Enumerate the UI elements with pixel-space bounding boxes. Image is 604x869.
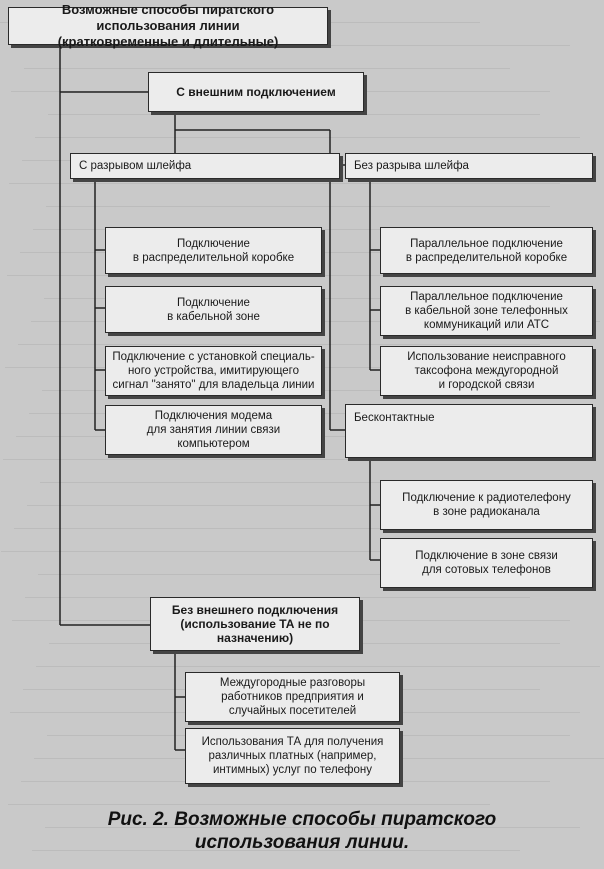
with-connection-box: С внешним подключением <box>148 72 364 112</box>
without-break-item-1: Параллельное подключение в распределительной коробке <box>380 227 593 274</box>
with-break-box: С разрывом шлейфа <box>70 153 340 179</box>
without-connection-box: Без внешнего подключения (использование ТА не по назначению) <box>150 597 360 651</box>
without-break-box: Без разрыва шлейфа <box>345 153 593 179</box>
contactless-item-2: Подключение в зоне связи для сотовых телефонов <box>380 538 593 588</box>
with-break-item-4: Подключения модема для занятия линии связи компьютером <box>105 405 322 455</box>
contactless-box: Бесконтактные <box>345 404 593 458</box>
without-connection-item-1: Междугородные разговоры работников предприятия и случайных посетителей <box>185 672 400 722</box>
with-break-item-2: Подключение в кабельной зоне <box>105 286 322 333</box>
with-break-item-3: Подключение с установкой специаль- ного устройства, имитирующего сигнал "занято" для владельца линии <box>105 346 322 396</box>
without-break-item-3: Использование неисправного таксофона междугородной и городской связи <box>380 346 593 396</box>
without-connection-item-2: Использования ТА для получения различных платных (например, интимных) услуг по телефону <box>185 728 400 784</box>
with-break-item-1: Подключение в распределительной коробке <box>105 227 322 274</box>
without-break-item-2: Параллельное подключение в кабельной зоне телефонных коммуникаций или АТС <box>380 286 593 336</box>
title-box: Возможные способы пиратского использования линии (кратковременные и длительные) <box>8 7 328 45</box>
figure-caption: Рис. 2. Возможные способы пиратского использования линии. <box>107 809 497 853</box>
contactless-item-1: Подключение к радиотелефону в зоне радиоканала <box>380 480 593 530</box>
